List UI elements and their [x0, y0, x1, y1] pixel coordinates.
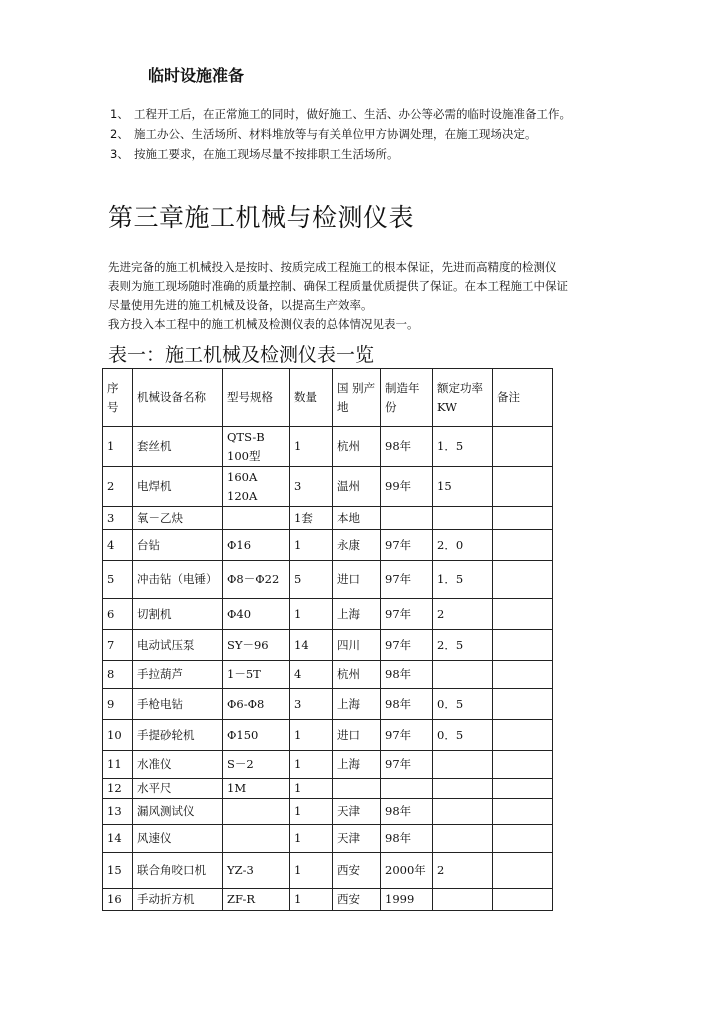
cell-index: 16	[103, 889, 133, 911]
cell-origin: 上海	[333, 751, 381, 779]
chapter-title: 第三章施工机械与检测仪表	[108, 203, 415, 232]
cell-remarks	[493, 689, 553, 720]
table-header-row	[103, 369, 553, 427]
table-row	[103, 889, 553, 911]
list-item	[110, 104, 670, 124]
cell-remarks	[493, 720, 553, 751]
table-header-cell: 制造年份	[381, 369, 433, 427]
cell-index: 15	[103, 853, 133, 889]
cell-year: 98年	[381, 799, 433, 825]
cell-name: 手提砂轮机	[133, 720, 223, 751]
table-row	[103, 853, 553, 889]
cell-name: 切割机	[133, 599, 223, 630]
table-row	[103, 427, 553, 467]
cell-name: 手枪电钻	[133, 689, 223, 720]
cell-remarks	[493, 599, 553, 630]
cell-remarks	[493, 427, 553, 467]
cell-origin: 天津	[333, 825, 381, 853]
list-item-text: 工程开工后，在正常施工的同时，做好施工、生活、办公等必需的临时设施准备工作。	[134, 107, 571, 121]
cell-year: 97年	[381, 530, 433, 561]
cell-remarks	[493, 825, 553, 853]
cell-power: 1．5	[433, 427, 493, 467]
cell-name: 联合角咬口机	[133, 853, 223, 889]
cell-model: 160A 120A	[223, 467, 290, 507]
cell-quantity: 5	[290, 561, 333, 599]
cell-model: Φ150	[223, 720, 290, 751]
cell-quantity: 3	[290, 467, 333, 507]
table-row	[103, 751, 553, 779]
cell-remarks	[493, 467, 553, 507]
cell-power: 0．5	[433, 689, 493, 720]
cell-quantity: 1	[290, 799, 333, 825]
list-item-number: 2、	[110, 127, 129, 141]
cell-model: SY－96	[223, 630, 290, 661]
cell-name: 水准仪	[133, 751, 223, 779]
intro-line: 先进完备的施工机械投入是按时、按质完成工程施工的根本保证，先进而高精度的检测仪	[108, 260, 557, 274]
cell-index: 13	[103, 799, 133, 825]
cell-quantity: 1	[290, 599, 333, 630]
cell-model: QTS-B 100型	[223, 427, 290, 467]
table-row	[103, 467, 553, 507]
cell-origin: 杭州	[333, 427, 381, 467]
list-item-number: 3、	[110, 147, 129, 161]
cell-index: 1	[103, 427, 133, 467]
table-header-cell: 型号规格	[223, 369, 290, 427]
cell-index: 10	[103, 720, 133, 751]
cell-name: 套丝机	[133, 427, 223, 467]
cell-quantity: 1	[290, 825, 333, 853]
cell-quantity: 1	[290, 751, 333, 779]
table-header-cell: 额定功率KW	[433, 369, 493, 427]
cell-quantity: 14	[290, 630, 333, 661]
cell-name: 手拉葫芦	[133, 661, 223, 689]
cell-year: 97年	[381, 751, 433, 779]
table-row	[103, 799, 553, 825]
cell-index: 14	[103, 825, 133, 853]
table-header-cell: 机械设备名称	[133, 369, 223, 427]
cell-remarks	[493, 751, 553, 779]
cell-power: 15	[433, 467, 493, 507]
cell-power: 0．5	[433, 720, 493, 751]
cell-index: 7	[103, 630, 133, 661]
cell-power	[433, 779, 493, 799]
cell-origin: 进口	[333, 720, 381, 751]
cell-quantity: 1	[290, 889, 333, 911]
cell-origin: 进口	[333, 561, 381, 599]
cell-year: 2000年	[381, 853, 433, 889]
cell-remarks	[493, 507, 553, 530]
cell-origin: 天津	[333, 799, 381, 825]
cell-quantity: 4	[290, 661, 333, 689]
cell-model: 1M	[223, 779, 290, 799]
table-row	[103, 825, 553, 853]
cell-quantity: 1	[290, 427, 333, 467]
cell-index: 3	[103, 507, 133, 530]
cell-name: 电焊机	[133, 467, 223, 507]
cell-quantity: 1	[290, 720, 333, 751]
list-item	[110, 124, 670, 144]
cell-remarks	[493, 530, 553, 561]
cell-model: Φ40	[223, 599, 290, 630]
equipment-table	[102, 368, 553, 911]
cell-remarks	[493, 889, 553, 911]
cell-name: 氧－乙炔	[133, 507, 223, 530]
cell-index: 6	[103, 599, 133, 630]
cell-model: Φ16	[223, 530, 290, 561]
list-item-text: 按施工要求，在施工现场尽量不按排职工生活场所。	[134, 147, 399, 161]
cell-year: 97年	[381, 599, 433, 630]
cell-model: Φ6-Φ8	[223, 689, 290, 720]
prep-list	[110, 104, 670, 164]
cell-year: 97年	[381, 630, 433, 661]
cell-quantity: 1	[290, 853, 333, 889]
cell-power: 2	[433, 599, 493, 630]
cell-power	[433, 751, 493, 779]
cell-name: 冲击钻（电锤）	[133, 561, 223, 599]
cell-remarks	[493, 630, 553, 661]
cell-power: 1．5	[433, 561, 493, 599]
cell-model: 1－5T	[223, 661, 290, 689]
cell-model: YZ-3	[223, 853, 290, 889]
list-item	[110, 144, 670, 164]
cell-power: 2．5	[433, 630, 493, 661]
cell-year: 97年	[381, 561, 433, 599]
cell-index: 4	[103, 530, 133, 561]
table-row	[103, 507, 553, 530]
cell-year: 97年	[381, 720, 433, 751]
table-header-cell: 备注	[493, 369, 553, 427]
cell-quantity: 1	[290, 779, 333, 799]
table-row	[103, 689, 553, 720]
table-header-cell: 国 别产地	[333, 369, 381, 427]
cell-origin: 上海	[333, 689, 381, 720]
cell-power	[433, 507, 493, 530]
table-row	[103, 561, 553, 599]
cell-name: 风速仪	[133, 825, 223, 853]
cell-origin: 西安	[333, 853, 381, 889]
cell-index: 11	[103, 751, 133, 779]
cell-quantity: 1套	[290, 507, 333, 530]
table-row	[103, 599, 553, 630]
cell-model	[223, 825, 290, 853]
cell-name: 漏风测试仪	[133, 799, 223, 825]
cell-index: 8	[103, 661, 133, 689]
cell-origin: 四川	[333, 630, 381, 661]
cell-remarks	[493, 661, 553, 689]
cell-origin: 上海	[333, 599, 381, 630]
cell-origin	[333, 779, 381, 799]
table-row	[103, 530, 553, 561]
cell-power	[433, 799, 493, 825]
cell-model	[223, 507, 290, 530]
cell-model: Φ8－Φ22	[223, 561, 290, 599]
cell-origin: 永康	[333, 530, 381, 561]
list-item-text: 施工办公、生活场所、材料堆放等与有关单位甲方协调处理，在施工现场决定。	[134, 127, 537, 141]
intro-paragraph	[108, 258, 628, 334]
cell-year: 99年	[381, 467, 433, 507]
cell-year: 98年	[381, 661, 433, 689]
cell-origin: 杭州	[333, 661, 381, 689]
cell-remarks	[493, 799, 553, 825]
cell-index: 12	[103, 779, 133, 799]
cell-remarks	[493, 779, 553, 799]
cell-year	[381, 507, 433, 530]
list-item-number: 1、	[110, 107, 129, 121]
intro-line: 表则为施工现场随时准确的质量控制、确保工程质量优质提供了保证。在本工程施工中保证	[108, 279, 568, 293]
cell-index: 2	[103, 467, 133, 507]
cell-model: S－2	[223, 751, 290, 779]
cell-quantity: 3	[290, 689, 333, 720]
cell-origin: 本地	[333, 507, 381, 530]
table-row	[103, 661, 553, 689]
table-row	[103, 630, 553, 661]
cell-power: 2．0	[433, 530, 493, 561]
table-row	[103, 779, 553, 799]
cell-name: 电动试压泵	[133, 630, 223, 661]
cell-power	[433, 825, 493, 853]
cell-quantity: 1	[290, 530, 333, 561]
cell-origin: 西安	[333, 889, 381, 911]
cell-name: 手动折方机	[133, 889, 223, 911]
table-header-cell: 序号	[103, 369, 133, 427]
cell-model	[223, 799, 290, 825]
table-caption: 表一：施工机械及检测仪表一览	[108, 344, 375, 366]
intro-line: 我方投入本工程中的施工机械及检测仪表的总体情况见表一。	[108, 317, 419, 331]
cell-index: 5	[103, 561, 133, 599]
cell-power	[433, 889, 493, 911]
cell-model: ZF-R	[223, 889, 290, 911]
cell-power	[433, 661, 493, 689]
cell-remarks	[493, 853, 553, 889]
cell-name: 水平尺	[133, 779, 223, 799]
cell-name: 台钻	[133, 530, 223, 561]
cell-year	[381, 779, 433, 799]
table-row	[103, 720, 553, 751]
cell-remarks	[493, 561, 553, 599]
section-heading: 临时设施准备	[148, 66, 245, 85]
intro-line: 尽量使用先进的施工机械及设备，以提高生产效率。	[108, 298, 373, 312]
cell-year: 1999	[381, 889, 433, 911]
cell-power: 2	[433, 853, 493, 889]
cell-index: 9	[103, 689, 133, 720]
table-header-cell: 数量	[290, 369, 333, 427]
cell-year: 98年	[381, 689, 433, 720]
cell-origin: 温州	[333, 467, 381, 507]
cell-year: 98年	[381, 427, 433, 467]
cell-year: 98年	[381, 825, 433, 853]
